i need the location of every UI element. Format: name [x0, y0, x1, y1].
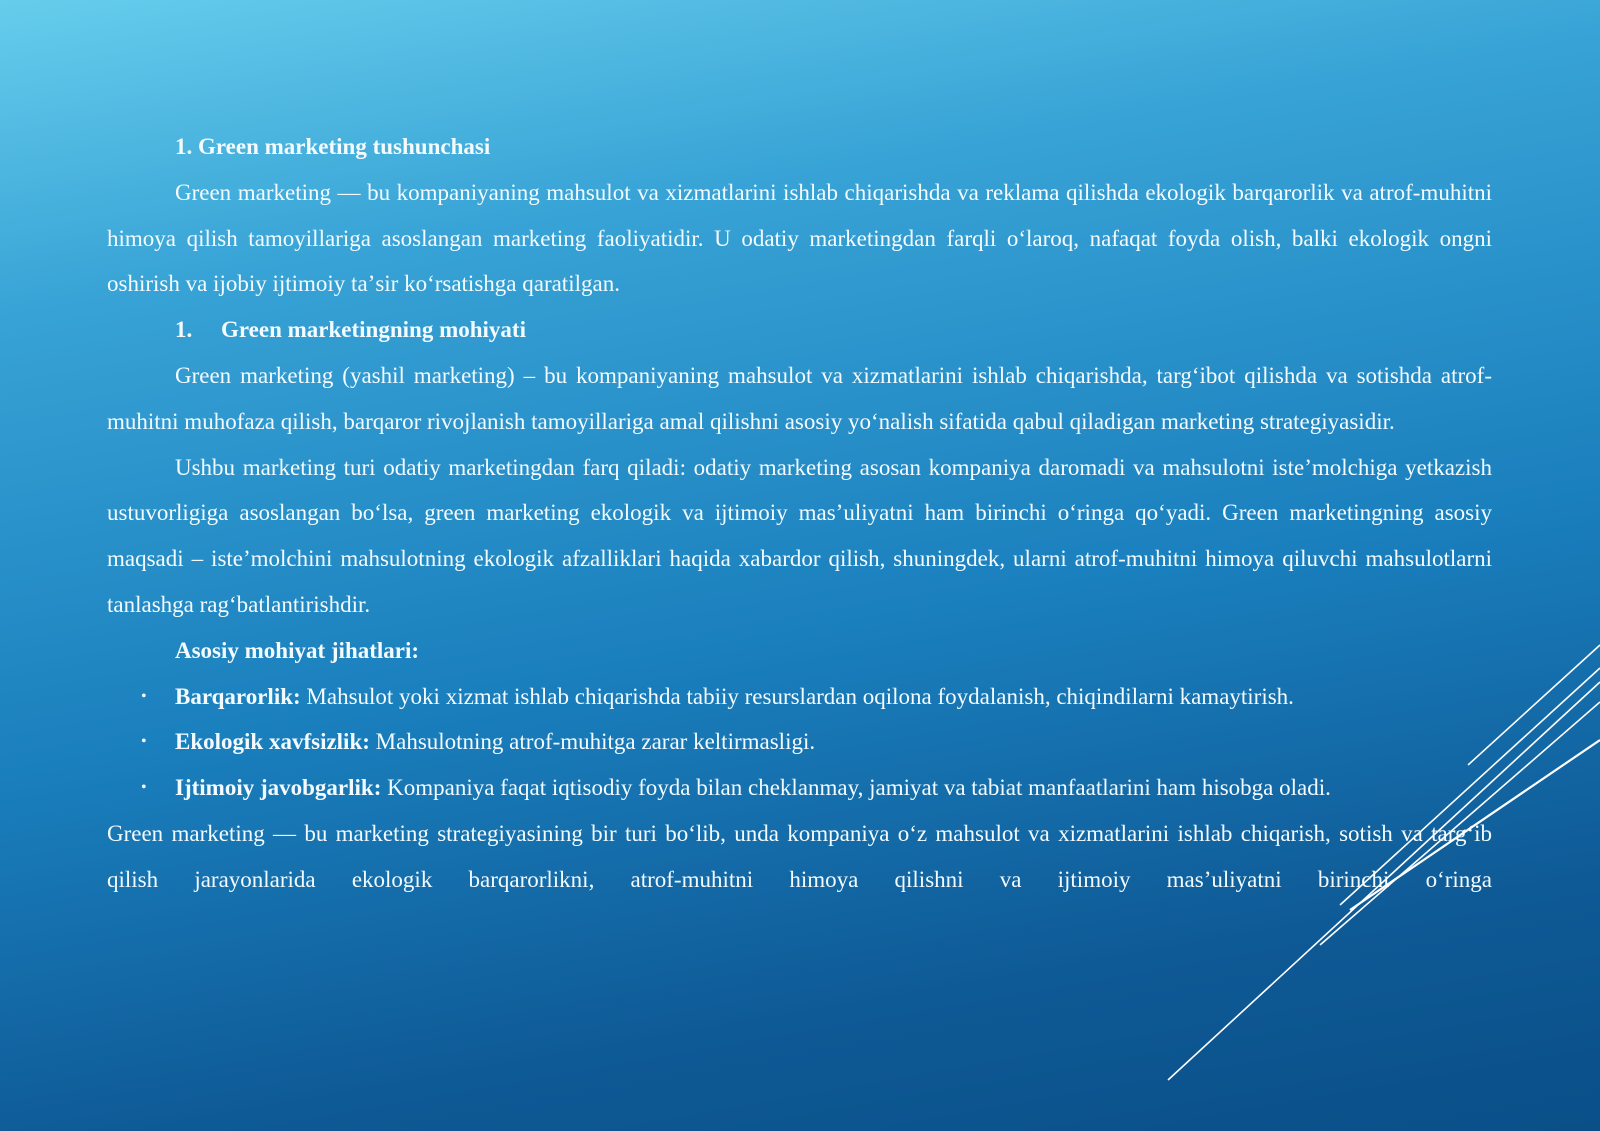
closing-paragraph: Green marketing — bu marketing strategiyasining bir turi boʻlib, unda kompaniya oʻz mahsulot va xizmatlarini ishlab chiqarish, sotish va targʻib qilish jarayonlarida ekologik barqarorlikni, atrof-muhitni himoya qilishni va ijtimoiy masʼuliyatni birinchi oʻringa: [107, 820, 1492, 892]
heading-text: Green marketingning mohiyati: [221, 317, 526, 343]
aspects-heading: Asosiy mohiyat jihatlari:: [175, 637, 420, 663]
essence-paragraph: Green marketing (yashil marketing) – bu kompaniyaning mahsulot va xizmatlarini ishlab chiqarishda, targʻibot qilishda va sotishda atrof-muhitni muhofaza qilish, barqaror rivojlanish tamoyillariga amal qilishni asosiy yoʻnalish sifatida qabul qiladigan marketing strategiyasidir.: [107, 362, 1492, 434]
bullet-icon: •: [141, 733, 147, 751]
bullet-term: Barqarorlik:: [175, 683, 301, 709]
comparison-paragraph: Ushbu marketing turi odatiy marketingdan farq qiladi: odatiy marketing asosan kompaniya daromadi va mahsulotni isteʼmolchiga yetkazish ustuvorligiga asoslangan boʻlsa, green marketing ekologik va ijtimoiy masʼuliyatni ham birinchi oʻringa qoʻyadi. Green marketingning asosiy maqsadi – isteʼmolchini mahsulotning ekologik afzalliklari haqida xabardor qilish, shuningdek, ularni atrof-muhitni himoya qiluvchi mahsulotlarni tanlashga ragʻbatlantirishdir.: [107, 454, 1492, 617]
decor-line: [1320, 702, 1600, 945]
section-heading: 1. Green marketing tushunchasi: [175, 134, 491, 159]
bullet-icon: •: [141, 779, 147, 797]
bullet-text: Kompaniya faqat iqtisodiy foyda bilan cheklanmay, jamiyat va tabiat manfaatlarini ham hisobga oladi.: [381, 775, 1331, 801]
decor-line: [1350, 740, 1600, 910]
bullet-text: Mahsulot yoki xizmat ishlab chiqarishda tabiiy resurslardan oqilona foydalanish, chiqindilarni kamaytirish.: [300, 683, 1294, 709]
bullet-term: Ekologik xavfsizlik:: [175, 729, 370, 755]
decor-line: [1340, 668, 1600, 905]
heading-number: 1.: [175, 317, 193, 343]
decor-line: [1168, 682, 1600, 1080]
bullet-text: Mahsulotning atrof-muhitga zarar keltirmasligi.: [369, 729, 816, 755]
bullet-term: Ijtimoiy javobgarlik:: [175, 775, 382, 801]
bullet-icon: •: [141, 687, 147, 705]
definition-paragraph: Green marketing — bu kompaniyaning mahsulot va xizmatlarini ishlab chiqarishda va reklama qilishda ekologik barqarorlik va atrof-muhitni himoya qilish tamoyillariga asoslangan marketing faoliyatidir. U odatiy marketingdan farqli oʻlaroq, nafaqat foyda olish, balki ekologik ongni oshirish va ijobiy ijtimoiy taʼsir koʻrsatishga qaratilgan.: [107, 179, 1492, 297]
decor-line: [1468, 645, 1600, 765]
